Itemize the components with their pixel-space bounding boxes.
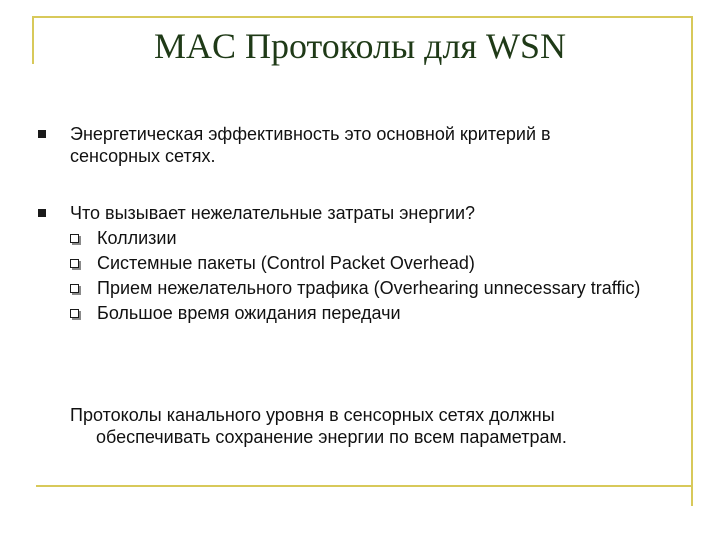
bullet-energy-efficiency-line-1: Энергетическая эффективность это основной критерий в <box>70 124 551 144</box>
subitem-waiting-time <box>70 303 670 324</box>
conclusion-line-1: Протоколы канального уровня в сенсорных сетях должны <box>70 405 555 425</box>
bullet-energy-efficiency <box>70 123 630 167</box>
subitem-waiting-time-text: Большое время ожидания передачи <box>97 303 401 323</box>
square-bullet-icon <box>38 130 46 138</box>
subitem-collisions-text: Коллизии <box>97 228 177 248</box>
subitem-collisions <box>70 228 670 249</box>
subitem-overhearing-text: Прием нежелательного трафика (Overhearing unnecessary traffic) <box>97 278 641 298</box>
bullet-energy-efficiency-line-2: сенсорных сетях. <box>70 146 216 166</box>
energy-waste-subitem-list <box>70 228 670 328</box>
right-frame-line <box>691 16 693 506</box>
square-bullet-icon <box>38 209 46 217</box>
checkbox-square-icon <box>70 234 79 243</box>
conclusion-text <box>70 404 650 448</box>
subitem-control-packets-text: Системные пакеты (Control Packet Overhead) <box>97 253 475 273</box>
top-frame-line <box>32 16 693 18</box>
subitem-control-packets <box>70 253 670 274</box>
bullet-energy-waste-question: Что вызывает нежелательные затраты энергии? <box>70 203 476 223</box>
conclusion-line-2: обеспечивать сохранение энергии по всем параметрам. <box>96 427 567 447</box>
checkbox-square-icon <box>70 259 79 268</box>
subitem-overhearing <box>70 278 670 299</box>
bottom-frame-line <box>36 485 692 487</box>
checkbox-square-icon <box>70 284 79 293</box>
slide-title: MAC Протоколы для WSN <box>154 26 566 66</box>
checkbox-square-icon <box>70 309 79 318</box>
